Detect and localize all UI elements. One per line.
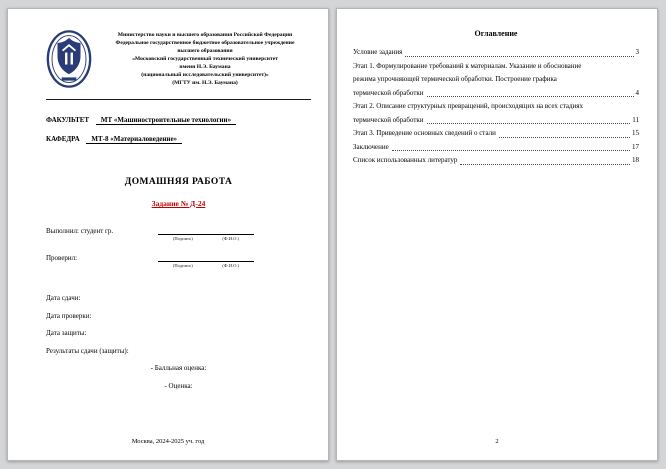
grade-line: - Оценка: <box>164 381 193 390</box>
date-line: Дата сдачи: <box>46 294 81 302</box>
name-caption: (Ф.И.О.) <box>222 263 240 268</box>
toc-entry-text: Этап 2. Описание структурных превращений, происходящих на всех стадиях <box>353 102 584 110</box>
toc-entry-page: 3 <box>635 48 639 56</box>
university-header <box>46 29 311 89</box>
toc-title: Оглавление <box>474 29 518 38</box>
toc-entry[interactable] <box>353 46 639 60</box>
header-line: (национальный исследовательский университет)» <box>141 72 269 79</box>
header-line: имени Н.Э. Баумана <box>179 64 231 71</box>
score-line: - Балльная оценка: <box>150 364 207 372</box>
toc-entry-text: Этап 1. Формулирование требований к материалам. Указание и обоснование <box>353 61 582 70</box>
checked-label: Проверил: <box>46 254 78 262</box>
toc-entry[interactable] <box>353 154 639 168</box>
date-line: Результаты сдачи (защиты): <box>46 346 129 355</box>
university-emblem-icon <box>46 29 92 89</box>
toc-entry[interactable] <box>353 60 639 101</box>
signature-blank-line <box>158 254 254 262</box>
header-divider <box>46 99 311 100</box>
toc-entry-text: термической обработки <box>353 115 424 124</box>
university-header-text <box>99 31 311 88</box>
title-sheet-footer: Москва, 2024-2025 уч. год <box>131 438 205 445</box>
toc-dot-leader <box>427 123 631 124</box>
title-sheet-content <box>8 9 328 390</box>
toc-dot-leader <box>499 137 630 138</box>
header-line: «Московский государственный технический университет <box>132 55 278 62</box>
toc-entry-text: термической обработки <box>353 88 424 97</box>
checked-row <box>46 254 311 268</box>
checked-signature-area <box>158 254 254 268</box>
toc-entry-page: 4 <box>635 88 639 97</box>
table-of-contents <box>353 46 639 168</box>
page-table-of-contents[interactable] <box>336 8 658 461</box>
document-title: ДОМАШНЯЯ РАБОТА <box>124 177 233 187</box>
faculty-line <box>46 116 311 124</box>
toc-entry-text: Этап 3. Приведение основных сведений о стали <box>353 129 496 137</box>
date-line: Дата защиты: <box>46 329 87 337</box>
toc-entry-text: Список использованных литератур <box>353 156 458 164</box>
toc-dot-leader <box>427 96 634 97</box>
signature-caption: (Подпись) <box>172 263 193 268</box>
toc-content <box>337 9 657 168</box>
page-title-sheet[interactable] <box>7 8 329 461</box>
performed-signature-area <box>158 227 254 241</box>
toc-dot-leader <box>392 150 630 151</box>
faculty-label: ФАКУЛЬТЕТ <box>46 116 90 124</box>
signature-captions <box>158 263 254 268</box>
signature-caption: (Подпись) <box>172 236 193 241</box>
faculty-value: МТ «Машиностроительные технологии» <box>96 116 236 125</box>
toc-entry-page: 11 <box>632 115 639 124</box>
toc-entry-page: 15 <box>632 129 639 137</box>
toc-entry-text: Условие задания <box>353 48 403 56</box>
dates-block <box>46 294 311 390</box>
header-line: (МГТУ им. Н.Э. Баумана) <box>172 80 238 87</box>
header-line: высшего образования <box>177 47 233 54</box>
toc-entry-text: Заключение <box>353 142 389 151</box>
assignment-number: Задание № Д-24 <box>151 199 206 208</box>
name-caption: (Ф.И.О.) <box>222 236 240 241</box>
signature-blank-line <box>158 227 254 235</box>
toc-entry-page: 17 <box>632 142 639 151</box>
toc-entry-page: 18 <box>632 156 639 164</box>
department-value: МТ-8 «Материаловедение» <box>86 135 182 144</box>
toc-entry-text: режима упрочняющей термической обработки. Построение графика <box>353 75 557 83</box>
performed-label: Выполнил: студент гр. <box>46 227 114 235</box>
toc-entry[interactable] <box>353 127 639 141</box>
toc-dot-leader <box>405 56 633 57</box>
header-line: Федеральное государственное бюджетное образовательное учреждение <box>115 39 295 46</box>
page-number: 2 <box>495 438 499 445</box>
date-line: Дата проверки: <box>46 311 92 320</box>
toc-entry[interactable] <box>353 141 639 155</box>
toc-dot-leader <box>460 164 630 165</box>
toc-entry[interactable] <box>353 100 639 127</box>
signature-captions <box>158 236 254 241</box>
department-label: КАФЕДРА <box>46 135 80 143</box>
department-line <box>46 135 311 143</box>
header-line: Министерство науки и высшего образования Российской Федерации <box>117 31 293 38</box>
performed-row <box>46 227 311 241</box>
